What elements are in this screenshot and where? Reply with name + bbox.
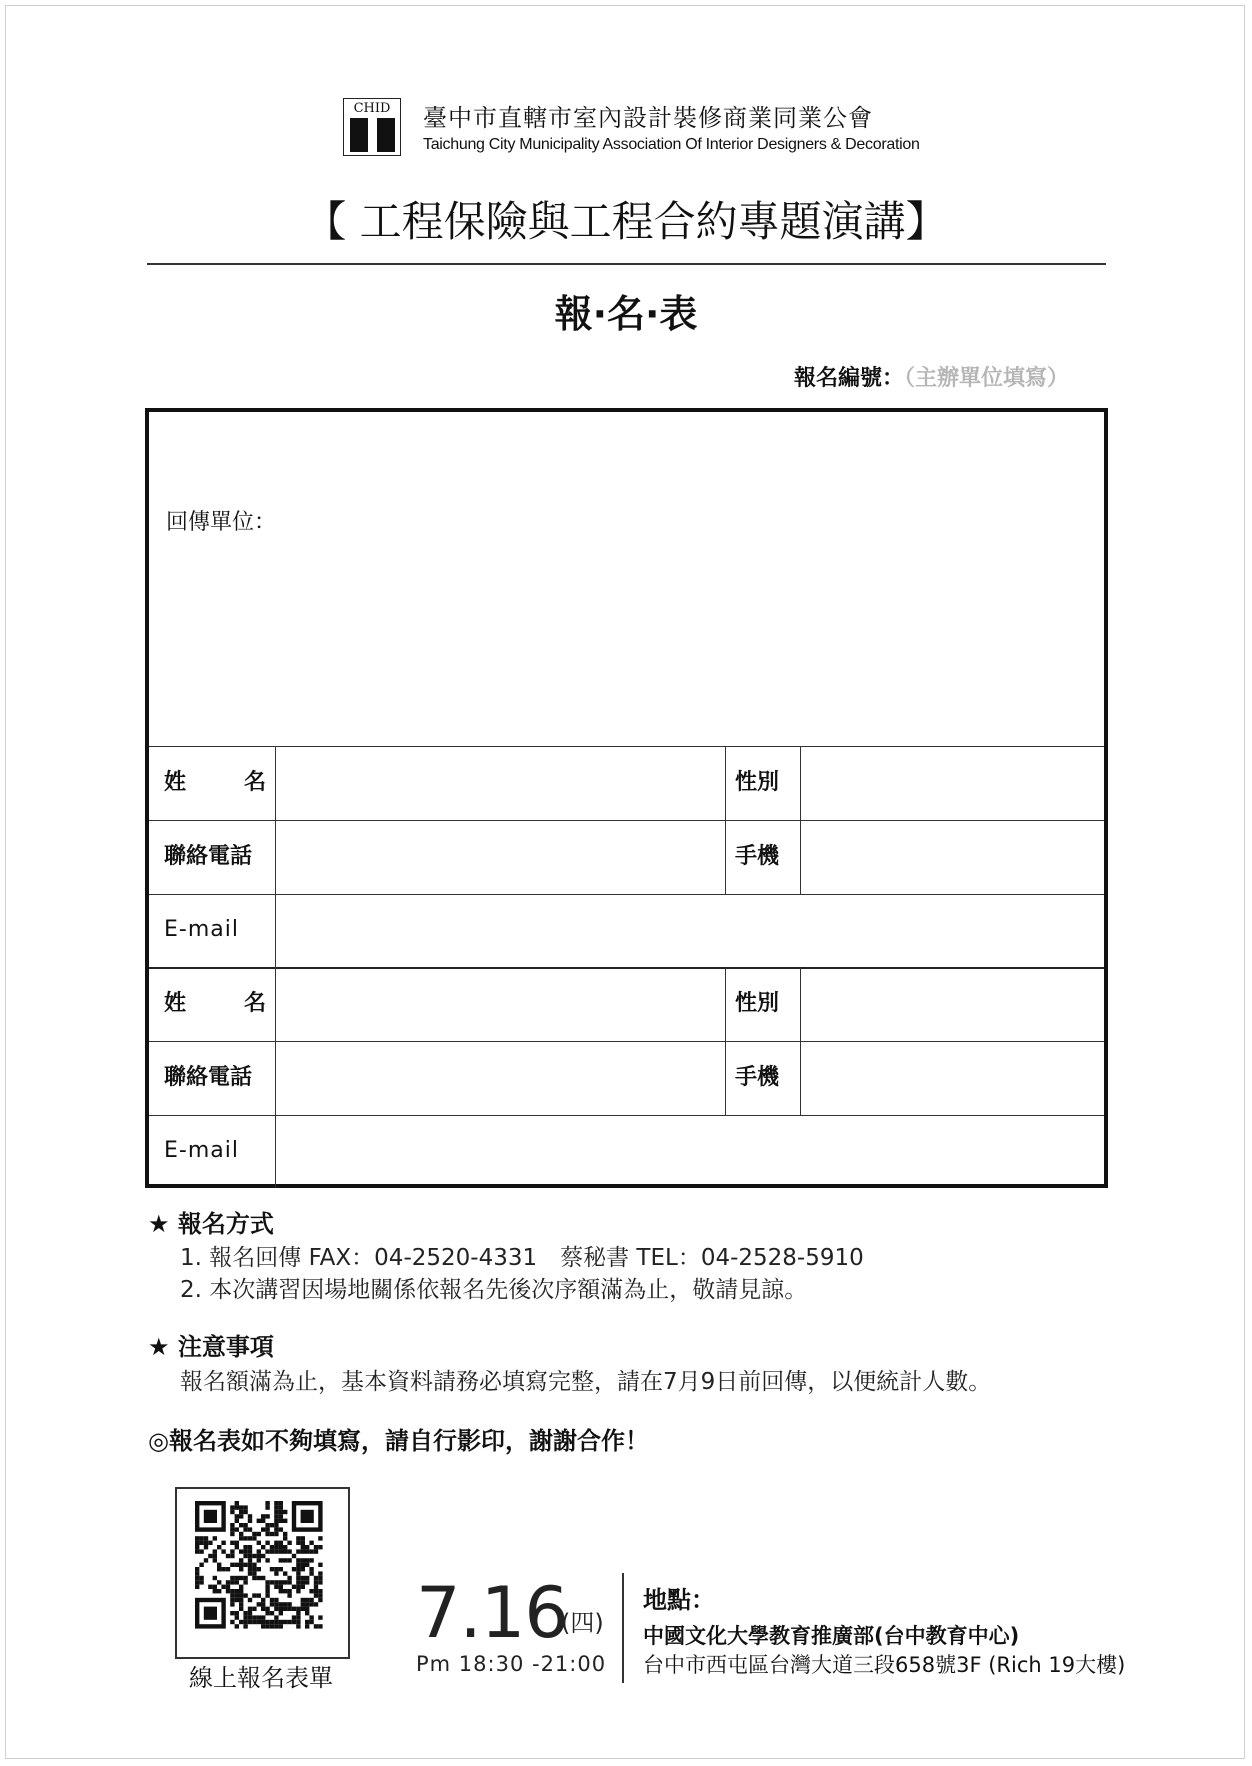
- date-location-divider: [622, 1573, 624, 1683]
- registration-number: [794, 365, 1069, 393]
- name-label: [164, 768, 266, 798]
- event-date: 7.16: [416, 1572, 568, 1654]
- gender-label: 性別: [735, 991, 780, 1016]
- logo-bar-left: [350, 118, 368, 152]
- name-label-char: 名: [243, 991, 266, 1016]
- phone-label: 聯絡電話: [164, 1065, 253, 1090]
- row-divider: [149, 1115, 1104, 1116]
- registration-form: [145, 408, 1108, 1188]
- location-label: 地點：: [643, 1586, 715, 1614]
- mobile-label: 手機: [735, 1065, 780, 1090]
- column-divider: [275, 746, 276, 1188]
- reply-unit-label[interactable]: 回傳單位：: [166, 510, 277, 535]
- org-name-chinese: 臺中市直轄市室內設計裝修商業同業公會: [423, 104, 873, 132]
- row-divider: [149, 820, 1104, 821]
- qr-caption: 線上報名表單: [189, 1664, 333, 1692]
- notes-heading: ★ 注意事項: [148, 1333, 274, 1361]
- logo-text: CHID: [353, 101, 391, 116]
- name-label-char: 名: [243, 770, 266, 795]
- chid-logo: [343, 98, 401, 156]
- name-label-char: 姓: [164, 991, 187, 1016]
- form-title: 報·名·表: [554, 292, 698, 336]
- title-divider: [147, 263, 1106, 265]
- event-title: 【 工程保險與工程合約專題演講】: [304, 197, 948, 246]
- event-time: Pm 18:30 -21:00: [416, 1652, 607, 1676]
- mobile-label: 手機: [735, 844, 780, 869]
- notes-text: 報名額滿為止，基本資料請務必填寫完整，請在7月9日前回傳，以便統計人數。: [180, 1369, 992, 1395]
- qr-code-frame[interactable]: [175, 1487, 350, 1659]
- row-divider: [149, 1041, 1104, 1042]
- row-divider: [149, 967, 1104, 969]
- registration-method-item: 1. 報名回傳 FAX：04-2520-4331 蔡秘書 TEL：04-2528-5910: [180, 1245, 864, 1271]
- column-divider: [725, 967, 726, 1115]
- column-divider: [800, 746, 801, 894]
- registration-number-label: 報名編號：: [794, 366, 905, 391]
- event-weekday: (四): [561, 1609, 604, 1637]
- registration-number-hint: （主辦單位填寫）: [904, 366, 1070, 391]
- row-divider: [149, 894, 1104, 895]
- location-name: 中國文化大學教育推廣部(台中教育中心): [643, 1624, 1020, 1648]
- qr-code-icon: [177, 1489, 348, 1657]
- location-address: 台中市西屯區台灣大道三段658號3F (Rich 19大樓): [643, 1653, 1126, 1677]
- org-name-english: Taichung City Municipality Association Of Interior Designers & Decoration: [423, 136, 920, 153]
- registration-method-item: 2. 本次講習因場地關係依報名先後次序額滿為止，敬請見諒。: [180, 1277, 808, 1303]
- email-label: E-mail: [164, 1138, 239, 1163]
- gender-label: 性別: [735, 770, 780, 795]
- row-divider: [149, 746, 1104, 747]
- column-divider: [800, 967, 801, 1115]
- registration-method-heading: ★ 報名方式: [148, 1210, 274, 1238]
- column-divider: [725, 746, 726, 894]
- logo-bar-right: [377, 118, 395, 152]
- phone-label: 聯絡電話: [164, 844, 253, 869]
- name-label-char: 姓: [164, 770, 187, 795]
- name-label: [164, 989, 266, 1019]
- copy-note: ◎報名表如不夠填寫，請自行影印，謝謝合作！: [148, 1427, 649, 1455]
- email-label: E-mail: [164, 917, 239, 942]
